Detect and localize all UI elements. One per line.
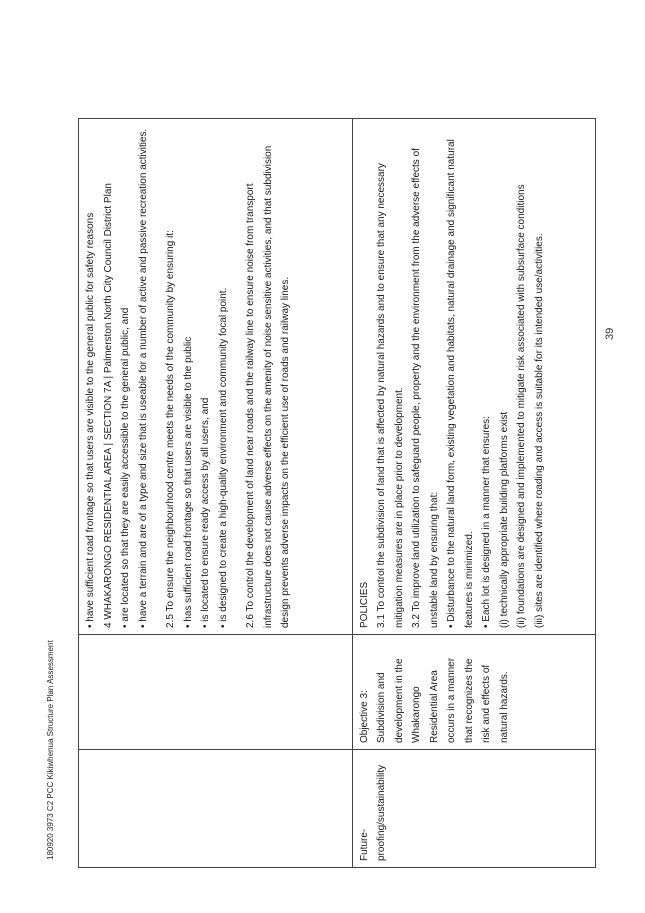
- objective-body: Subdivision and development in the Whakarongo Residential Area occurs in a manner that recognizes the risk and effects of natural hazards.: [376, 657, 510, 743]
- table-row: [79, 119, 353, 868]
- policy-line: (iii) sites are identified where roading and access is suitable for its intended use/activities.: [533, 233, 545, 628]
- row1-category-cell: [79, 750, 353, 868]
- policy-table: [78, 118, 596, 868]
- policy-line: • is located to ensure ready access by all users, and: [200, 397, 211, 628]
- policy-line: 2.5 To ensure the neighbourhood centre meets the needs of the community by ensuring it:: [165, 230, 176, 628]
- row1-policy-cell: [79, 119, 353, 635]
- table-row: [352, 119, 595, 868]
- policy-line: 3.2 To improve land utilization to safeguard people, property and the environment from the adverse effects of unstable land by ensuring that:: [411, 148, 440, 628]
- policy-line: • is designed to create a high-quality environment and community focal point.: [217, 287, 229, 628]
- page-number: 39: [604, 327, 616, 340]
- policy-line: 3.1 To control the subdivision of land that is affected by natural hazards and to ensure that any necessary mitigation measures are in place prior to development.: [376, 163, 405, 628]
- policy-line: 2.6 To control the development of land near roads and the railway line to ensure noise from transport infrastructure does not cause adverse effects on the amenity of noise sensitive activities, and that subdivision design prevents adverse impacts on the efficient use of roads and railway lines.: [245, 145, 291, 628]
- row2-policy-cell: [352, 119, 595, 635]
- category-label: Future-proofing/sustainability: [358, 764, 388, 861]
- policy-line: • Each lot is designed in a manner that ensures:: [481, 416, 493, 628]
- policy-line: • have sufficient road frontage so that users are visible to the general public for safety reasons: [85, 212, 96, 628]
- spacer: [152, 125, 162, 628]
- row2-category-cell: [352, 750, 595, 868]
- document-footer: 180920 3973 C2 PCC Kikiwhenua Structure Plan Assessment: [46, 640, 55, 860]
- rotated-table-area: [78, 118, 596, 868]
- policy-line: • has sufficient road frontage so that users are visible to the public: [182, 336, 194, 628]
- row1-objective-cell: [79, 635, 353, 750]
- policies-heading: POLICIES: [358, 581, 370, 628]
- policy-line: (i) technically appropriate building platforms exist: [498, 411, 510, 628]
- spacer: [232, 125, 242, 628]
- policy-line: (ii) foundations are designed and implemented to mitigate risk associated with subsurface conditions: [516, 184, 528, 628]
- policy-line: • have a terrain and are of a type and size that is useable for a number of active and passive recreation activities.: [137, 128, 149, 628]
- objective-title: Objective 3:: [358, 690, 370, 743]
- policy-line: • are located so that they are easily accessible to the general public, and: [120, 307, 131, 628]
- policy-line: • Disturbance to the natural land form, existing vegetation and habitats, natural drainage and significant natural features is minimized.: [446, 139, 475, 628]
- row2-objective-cell: [352, 635, 595, 750]
- policy-line: 4 WHAKARONGO RESIDENTIAL AREA | SECTION 7A | Palmerston North City Council District Plan: [102, 183, 114, 628]
